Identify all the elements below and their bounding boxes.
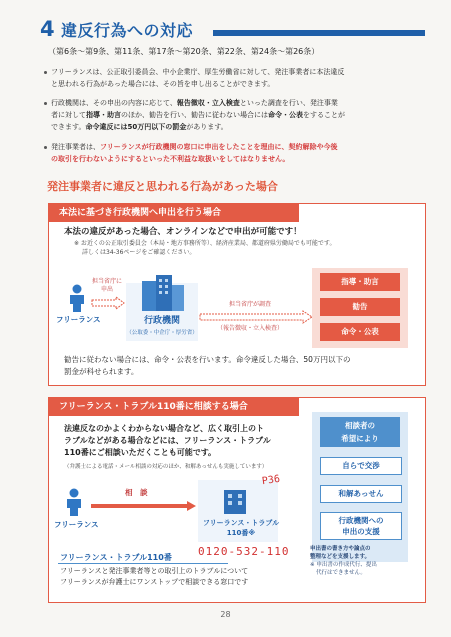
bullet-dot xyxy=(44,71,47,74)
gov-sub: （公取委・中企庁・厚労省） xyxy=(126,330,198,336)
divider xyxy=(58,563,228,564)
panel1-footer: 勧告に従わない場合には、命令・公表を行います。命令違反した場合、50万円以下の 罰金が科せられます。 xyxy=(64,355,351,376)
side-title: 相談者の 希望により xyxy=(320,417,400,447)
bullet-2: 行政機関は、その申出の内容に応じて、報告徴収・立入検査といった調査を行い、発注事業 者に対して指導・助言のほか、勧告を行い、勧告に従わない場合には命令・公表をすることが できます。命令違反には50万円以下の罰金があります。 xyxy=(51,99,345,131)
bullet-dot xyxy=(44,102,47,105)
handwritten-phone: 0120-532-110 xyxy=(198,545,290,558)
arrow-right-icon xyxy=(199,310,314,324)
trouble-110-label: フリーランス・トラブル 110番※ xyxy=(202,519,280,537)
outcome-guidance: 指導・助言 xyxy=(320,273,400,291)
bullet-dot xyxy=(44,146,47,149)
option-filing-support: 行政機関への 申出の支援 xyxy=(320,512,402,540)
handwritten-page-ref: P36 xyxy=(261,473,281,488)
arrow1-label: 担当省庁に申出 xyxy=(92,278,123,293)
option-self-negotiate: 自らで交渉 xyxy=(320,457,402,475)
arrow2-label: 担当省庁が調査 xyxy=(228,301,271,308)
side-note: 申出書の書き方や論点の 整理などを支援します。 ※ 申出書の作成代行、提出 代行はできません。 xyxy=(310,546,377,576)
panel2-note: （弁護士による電話・メール相談の対応のほか、和解あっせんも実施しています） xyxy=(64,464,268,470)
section-title: 違反行為への対応 xyxy=(61,21,194,40)
option-mediation: 和解あっせん xyxy=(320,485,402,503)
building-icon xyxy=(220,488,250,514)
outcome-order: 命令・公表 xyxy=(320,323,400,341)
trouble-110-title: フリーランス・トラブル110番 xyxy=(60,553,172,562)
panel2-lead: 法違反なのかよくわからない場合など、広く取引上のト ラブルなどがある場合などには、フリーランス・トラブル 110番にご相談いただくことも可能です。 xyxy=(64,424,271,457)
arrow2-sub: （報告徴収・立入検査） xyxy=(216,325,283,332)
sub-heading: 発注事業者に違反と思われる行為があった場合 xyxy=(47,180,278,193)
bullet-3: 発注事業者は、フリーランスが行政機関の窓口に申出をしたことを理由に、契約解除や今後 の取引を行わないようにするといった不利益な取扱いをしてはなりません。 xyxy=(51,143,338,163)
section-number: 4 xyxy=(40,17,55,41)
arrow-right-icon xyxy=(90,500,200,512)
person-icon xyxy=(64,488,84,516)
panel-head: フリーランス・トラブル110番に相談する場合 xyxy=(49,398,299,416)
freelance-label: フリーランス xyxy=(54,520,99,529)
panel1-lead: 本法の違反があった場合、オンラインなどで申出が可能です！ xyxy=(64,227,302,237)
arrow-right-icon xyxy=(91,296,125,310)
person-icon xyxy=(67,284,87,312)
panel1-note: ※ お近くの公正取引委員会（本局・地方事務所等）、経済産業局、都道府県労働局でも可能です。 詳しくは34-36ページをご確認ください。 xyxy=(74,240,336,256)
page-number: 28 xyxy=(220,610,231,619)
section-articles: （第6条～第9条、第11条、第17条～第20条、第22条、第24条～第26条） xyxy=(48,47,320,56)
building-icon xyxy=(140,275,186,313)
gov-label: 行政機関 xyxy=(143,316,180,326)
panel-head: 本法に基づき行政機関へ申出を行う場合 xyxy=(49,204,299,222)
freelance-label: フリーランス xyxy=(56,315,101,324)
outcome-recommendation: 勧告 xyxy=(320,298,400,316)
bullet-1: フリーランスは、公正取引委員会、中小企業庁、厚生労働省に対して、発注事業者に本法違反 と思われる行為があった場合には、その旨を申し出ることができます。 xyxy=(51,68,345,88)
title-underline xyxy=(213,30,425,36)
trouble-110-desc: フリーランスと発注事業者等との取引上のトラブルについて フリーランスが弁護士にワンストップで相談できる窓口です xyxy=(60,567,249,586)
consult-label: 相 談 xyxy=(125,488,148,497)
